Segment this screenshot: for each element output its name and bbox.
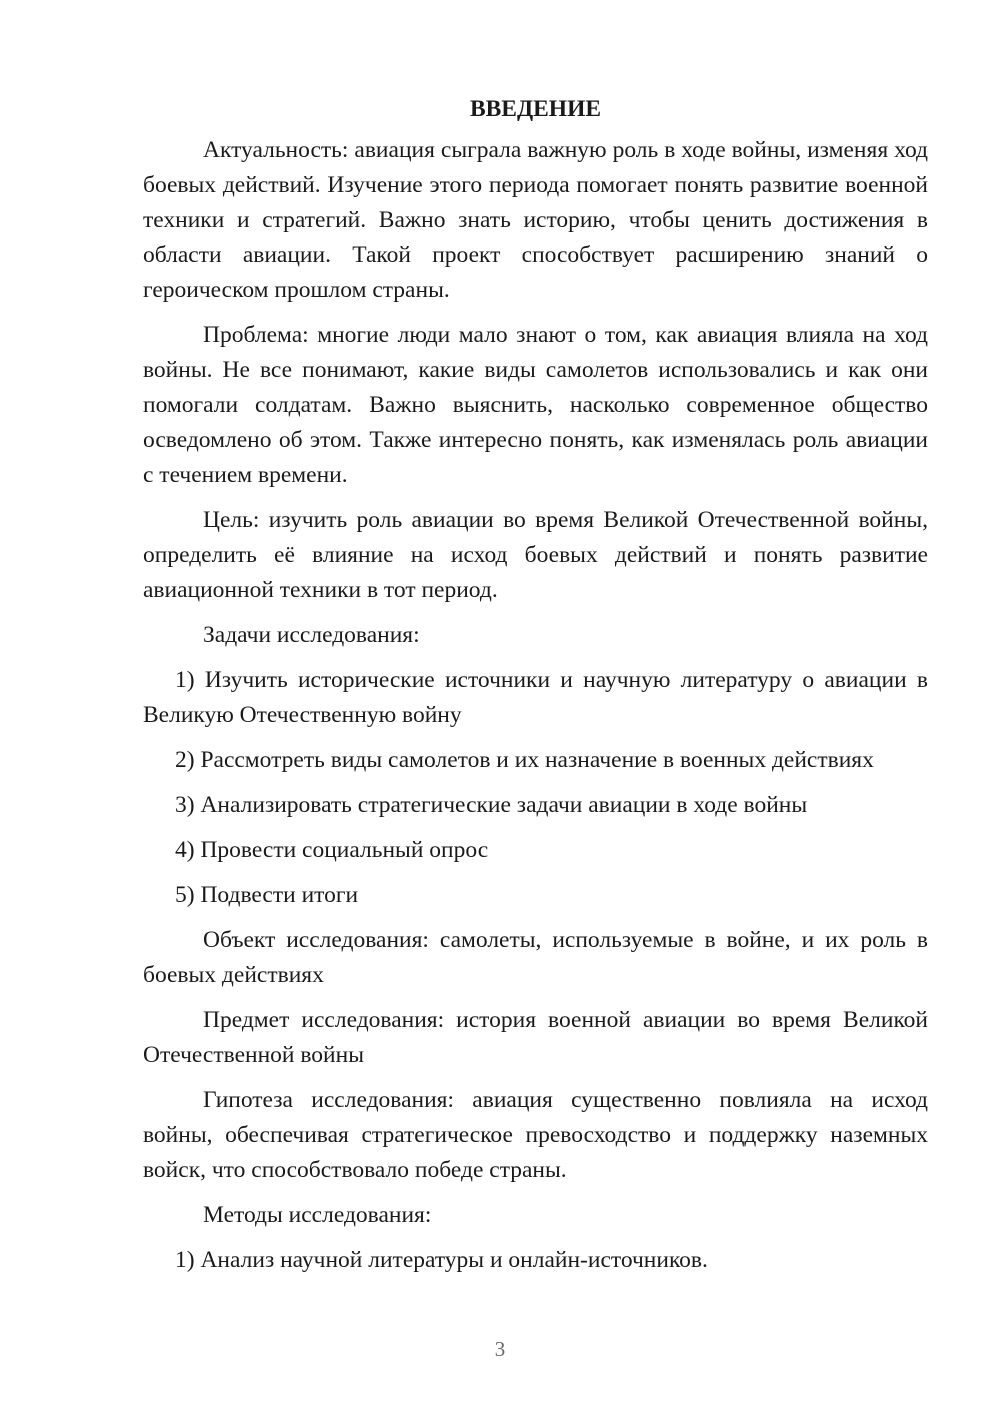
task-item: 2) Рассмотреть виды самолетов и их назначение в военных действиях [175, 747, 874, 773]
tasks-heading: Задачи исследования: [203, 622, 420, 648]
task-item: 4) Провести социальный опрос [175, 837, 489, 863]
task-item: 1) Изучить исторические источники и научную литературу о авиации в Великую Отечественную войну [143, 667, 928, 728]
page-content [143, 92, 928, 1288]
page-title: ВВЕДЕНИЕ [469, 96, 602, 122]
object-paragraph: Объект исследования: самолеты, используемые в войне, и их роль в боевых действиях [143, 927, 928, 988]
goal-paragraph: Цель: изучить роль авиации во время Великой Отечественной войны, определить её влияние на исход боевых действий и понять развитие авиационной техники в тот период. [143, 507, 928, 603]
task-item: 3) Анализировать стратегические задачи авиации в ходе войны [175, 792, 808, 818]
task-item: 5) Подвести итоги [175, 882, 359, 908]
method-item: 1) Анализ научной литературы и онлайн-источников. [175, 1247, 708, 1273]
problem-paragraph: Проблема: многие люди мало знают о том, как авиация влияла на ход войны. Не все понимают, какие виды самолетов использовались и как они помогали солдатам. Важно выяснить, насколько современное общество осведомлено об этом. Также интересно понять, как изменялась роль авиации с течением времени. [143, 322, 928, 488]
relevance-paragraph: Актуальность: авиация сыграла важную роль в ходе войны, изменяя ход боевых действий. Изучение этого периода помогает понять развитие военной техники и стратегий. Важно знать историю, чтобы ценить достижения в области авиации. Такой проект способствует расширению знаний о героическом прошлом страны. [143, 137, 928, 303]
subject-paragraph: Предмет исследования: история военной авиации во время Великой Отечественной войны [143, 1007, 928, 1068]
page-number: 3 [494, 1337, 506, 1361]
hypothesis-paragraph: Гипотеза исследования: авиация существенно повлияла на исход войны, обеспечивая стратегическое превосходство и поддержку наземных войск, что способствовало победе страны. [143, 1087, 928, 1183]
methods-heading: Методы исследования: [203, 1202, 432, 1228]
